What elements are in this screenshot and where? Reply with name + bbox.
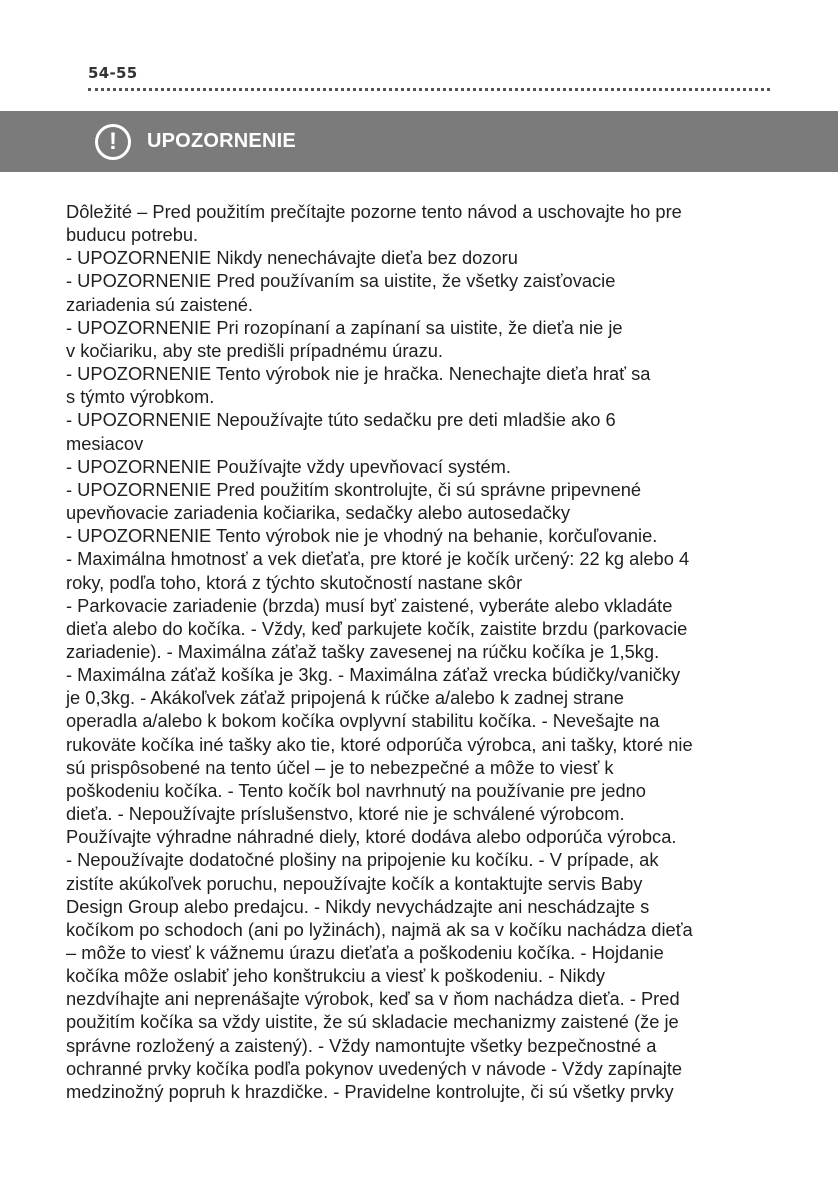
body-line: v kočiariku, aby ste predišli prípadnému úrazu.: [66, 339, 443, 361]
body-line: buducu potrebu.: [66, 224, 199, 246]
body-line: kočíka môže oslabiť jeho konštrukciu a viesť k poškodeniu. - Nikdy: [66, 965, 606, 987]
body-line: - UPOZORNENIE Používajte vždy upevňovací systém.: [66, 455, 511, 477]
body-line: - UPOZORNENIE Tento výrobok nie je vhodný na behanie, korčuľovanie.: [66, 525, 658, 547]
body-line: upevňovacie zariadenia kočiarika, sedačky alebo autosedačky: [66, 502, 571, 524]
body-line: rukoväte kočíka iné tašky ako tie, ktoré odporúča výrobca, ani tašky, ktoré nie: [66, 733, 693, 755]
body-line: - UPOZORNENIE Nikdy nenechávajte dieťa bez dozoru: [66, 247, 518, 269]
body-line: medzinožný popruh k hrazdičke. - Pravidelne kontrolujte, či sú všetky prvky: [66, 1080, 674, 1102]
body-line: - Parkovacie zariadenie (brzda) musí byť zaistené, vyberáte alebo vkladáte: [66, 594, 673, 616]
body-line: – môže to viesť k vážnemu úrazu dieťaťa a poškodeniu kočíka. - Hojdanie: [66, 942, 664, 963]
exclamation-circle-icon: !: [95, 124, 131, 160]
body-line: dieťa. - Nepoužívajte príslušenstvo, ktoré nie je schválené výrobcom.: [66, 803, 625, 825]
warning-title: UPOZORNENIE: [147, 130, 296, 152]
body-line: - UPOZORNENIE Pred používaním sa uistite, že všetky zaisťovacie: [66, 270, 616, 292]
body-line: - UPOZORNENIE Tento výrobok nie je hračka. Nenechajte dieťa hrať sa: [66, 363, 651, 385]
body-line: zariadenie). - Maximálna záťaž tašky zavesenej na rúčku kočíka je 1,5kg.: [66, 640, 660, 662]
body-line: operadla a/alebo k bokom kočíka ovplyvní stabilitu kočíka. - Nevešajte na: [66, 710, 660, 732]
body-line: - Maximálna hmotnosť a vek dieťaťa, pre ktoré je kočík určený: 22 kg alebo 4: [66, 548, 690, 570]
body-line: Dôležité – Pred použitím prečítajte pozorne tento návod a uschovajte ho pre: [66, 201, 682, 222]
body-line: Design Group alebo predajcu. - Nikdy nevychádzajte ani neschádzajte s: [66, 895, 650, 917]
body-line: kočíkom po schodoch (ani po lyžinách), najmä ak sa v kočíku nachádza dieťa: [66, 918, 693, 940]
body-line: poškodeniu kočíka. - Tento kočík bol navrhnutý na používanie pre jedno: [66, 779, 646, 801]
body-line: - Maximálna záťaž košíka je 3kg. - Maximálna záťaž vrecka búdičky/vaničky: [66, 664, 681, 686]
body-line: zistíte akúkoľvek poruchu, nepoužívajte kočík a kontaktujte servis Baby: [66, 872, 643, 894]
body-line: - UPOZORNENIE Pri rozopínaní a zapínaní sa uistite, že dieťa nie je: [66, 316, 623, 338]
body-line: - UPOZORNENIE Pred použitím skontrolujte, či sú správne pripevnené: [66, 478, 642, 500]
body-line: Používajte výhradne náhradné diely, ktoré dodáva alebo odporúča výrobca.: [66, 826, 677, 848]
body-line: - UPOZORNENIE Nepoužívajte túto sedačku pre deti mladšie ako 6: [66, 409, 616, 431]
body-line: zariadenia sú zaistené.: [66, 293, 253, 315]
body-line: použitím kočíka sa vždy uistite, že sú skladacie mechanizmy zaistené (že je: [66, 1011, 679, 1033]
warning-body-text: [66, 200, 791, 1103]
body-line: správne rozložený a zaistený). - Vždy namontujte všetky bezpečnostné a: [66, 1034, 657, 1056]
body-line: ochranné prvky kočíka podľa pokynov uvedených v návode - Vždy zapínajte: [66, 1057, 683, 1079]
body-line: roky, podľa toho, ktorá z týchto skutočností nastane skôr: [66, 571, 523, 593]
body-line: je 0,3kg. - Akákoľvek záťaž pripojená k rúčke a/alebo k zadnej strane: [66, 687, 624, 709]
body-line: s týmto výrobkom.: [66, 386, 215, 408]
dotted-divider: [88, 88, 770, 91]
body-line: mesiacov: [66, 432, 144, 454]
warning-banner: [0, 111, 838, 172]
body-line: nezdvíhajte ani neprenášajte výrobok, keď sa v ňom nachádza dieťa. - Pred: [66, 988, 680, 1010]
body-line: sú prispôsobené na tento účel – je to nebezpečné a môže to viesť k: [66, 756, 614, 778]
page-number: 54-55: [88, 64, 138, 82]
body-line: - Nepoužívajte dodatočné plošiny na pripojenie ku kočíku. - V prípade, ak: [66, 849, 659, 871]
body-line: dieťa alebo do kočíka. - Vždy, keď parkujete kočík, zaistite brzdu (parkovacie: [66, 617, 688, 639]
